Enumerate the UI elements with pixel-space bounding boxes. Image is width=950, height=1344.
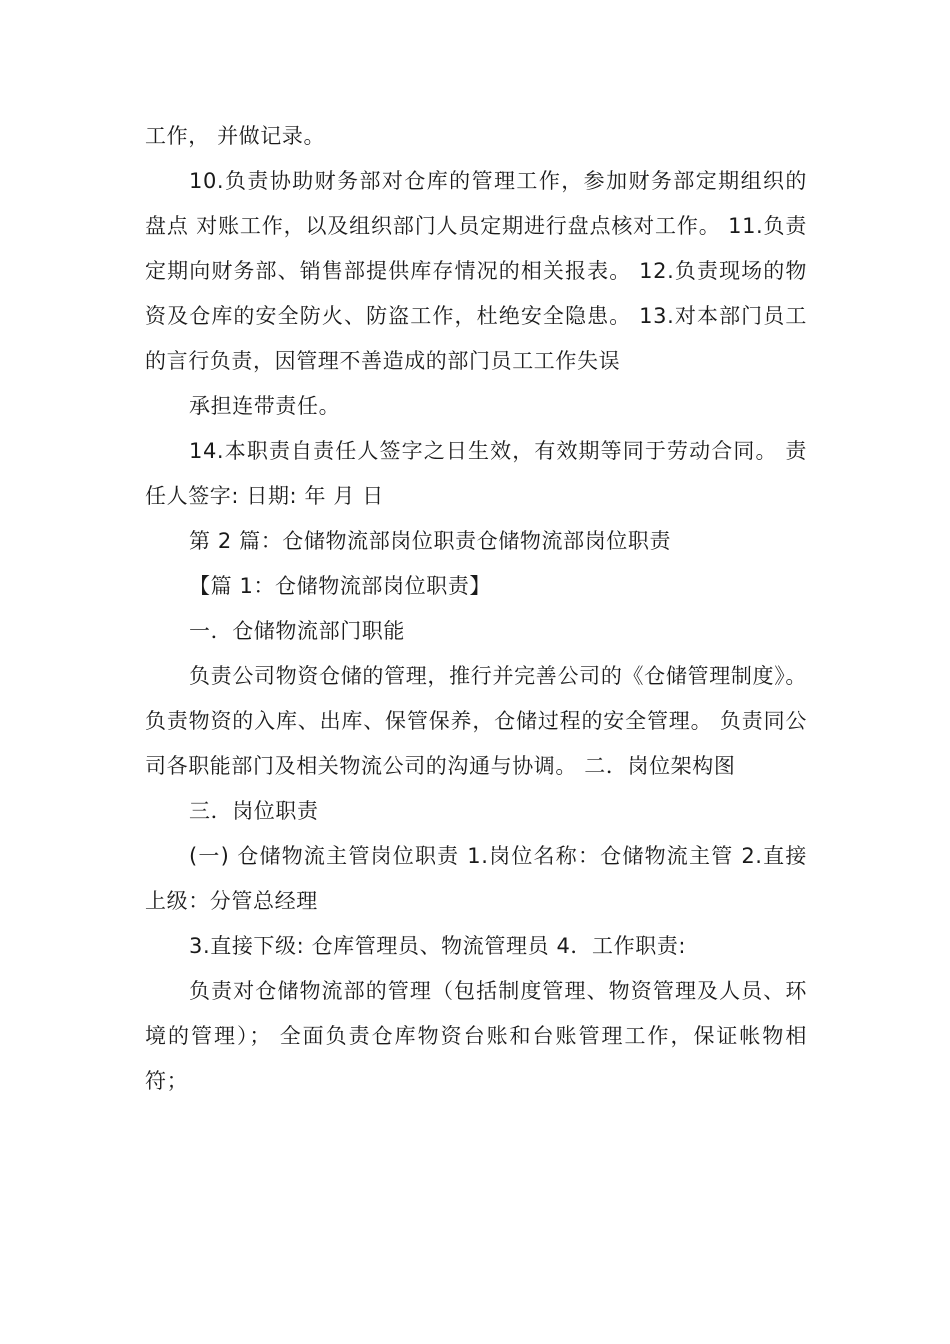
paragraph-item-10-13: 10.负责协助财务部对仓库的管理工作，参加财务部定期组织的盘点 对账工作，以及组织部门人员定期进行盘点核对工作。 11.负责定期向财务部、销售部提供库存情况的相关报表。 12.负责现场的物资及仓库的安全防火、防盗工作，杜绝安全隐患。 13.对本部门员工的言行负责，因管理不善造成的部门员工工作失误: [145, 169, 807, 373]
paragraph-department-functions: 负责公司物资仓储的管理，推行并完善公司的《仓储管理制度》。 负责物资的入库、出库、保管保养，仓储过程的安全管理。 负责同公司各职能部门及相关物流公司的沟通与协调。 二．岗位架构图: [145, 664, 807, 778]
paragraph-direct-subordinates: 3.直接下级: 仓库管理员、物流管理员 4．工作职责:: [189, 934, 687, 958]
section-heading-part-2: 第 2 篇：仓储物流部岗位职责仓储物流部岗位职责: [189, 529, 672, 553]
document-body: [145, 114, 807, 1104]
heading-department-functions: 一．仓储物流部门职能: [189, 619, 405, 643]
section-heading-part-1-bracket: 【篇 1：仓储物流部岗位职责】: [189, 574, 492, 598]
paragraph-management-duties: 负责对仓储物流部的管理（包括制度管理、物资管理及人员、环境的管理）； 全面负责仓库物资台账和台账管理工作，保证帐物相符；: [145, 979, 807, 1093]
heading-job-duties: 三．岗位职责: [189, 799, 319, 823]
paragraph-supervisor-position: (一) 仓储物流主管岗位职责 1.岗位名称：仓储物流主管 2.直接上级：分管总经理: [145, 844, 807, 913]
paragraph-continuation: 工作， 并做记录。: [145, 124, 326, 148]
paragraph-joint-liability: 承担连带责任。: [189, 394, 341, 418]
paragraph-item-14-signature: 14.本职责自责任人签字之日生效，有效期等同于劳动合同。 责任人签字: 日期: 年 月 日: [145, 439, 807, 508]
